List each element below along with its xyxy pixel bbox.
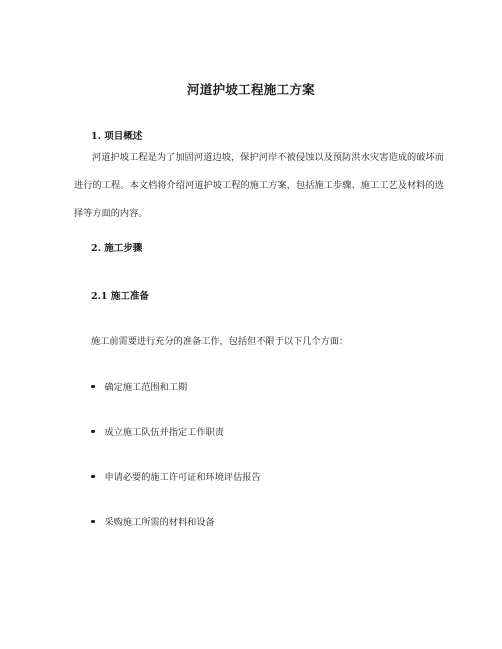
list-item (91, 469, 261, 483)
list-item-text: 成立施工队伍并指定工作职责 (104, 427, 224, 438)
section-heading-overview: 1. 项目概述 (91, 131, 143, 142)
subsection-heading-preparation: 2.1 施工准备 (91, 291, 149, 302)
bullet-icon (91, 520, 95, 524)
overview-paragraph: 河道护坡工程是为了加固河道边坡，保护河岸不被侵蚀以及预防洪水灾害造成的破坏而进行的工程。本文档将介绍河道护坡工程的施工方案，包括施工步骤、施工工艺及材料的选择等方面的内容。 (74, 152, 444, 219)
list-item (91, 379, 187, 393)
list-item-text: 确定施工范围和工期 (104, 382, 188, 393)
list-item (91, 514, 215, 528)
list-item-text: 采购施工所需的材料和设备 (104, 517, 215, 528)
list-item-text: 申请必要的施工许可证和环境评估报告 (104, 472, 261, 483)
preparation-intro: 施工前需要进行充分的准备工作，包括但不限于以下几个方面： (91, 336, 349, 347)
bullet-icon (91, 475, 95, 479)
bullet-icon (91, 385, 95, 389)
section-heading-steps: 2. 施工步骤 (91, 243, 143, 254)
list-item (91, 424, 224, 438)
bullet-icon (91, 430, 95, 434)
document-title: 河道护坡工程施工方案 (186, 82, 315, 97)
